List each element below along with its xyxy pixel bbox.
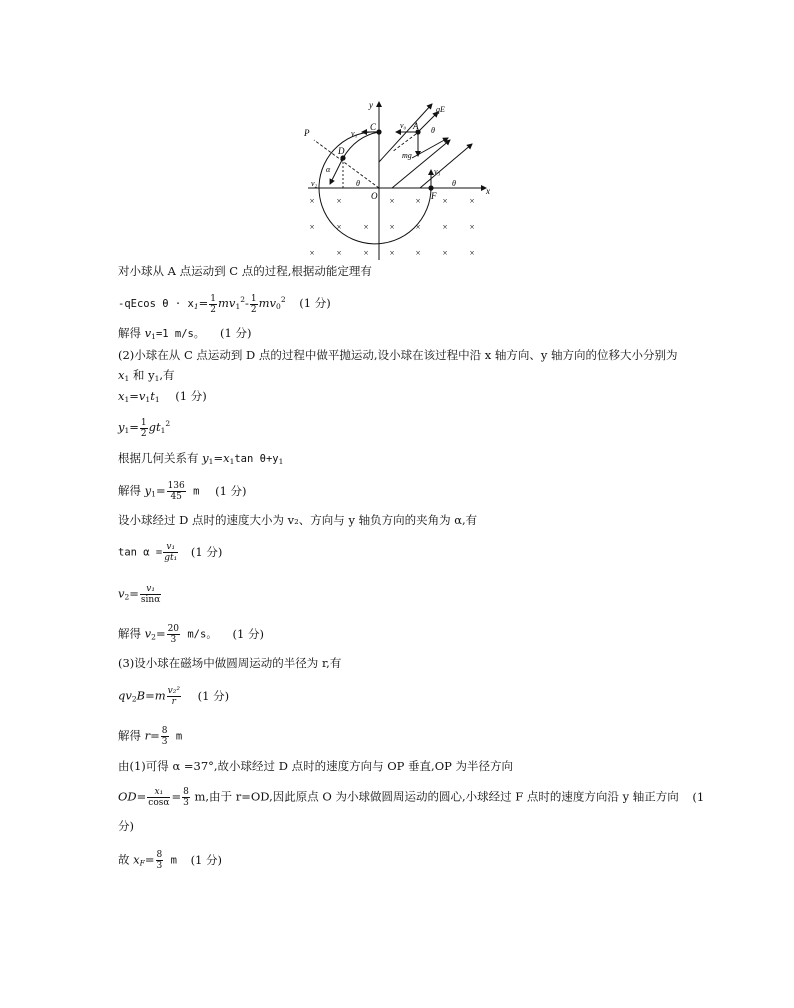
svg-text:×: × [363,248,369,258]
svg-text:×: × [336,222,342,232]
line-20: 故 $x_F=$ $\frac{8}{3}$ m (1 分) [118,850,223,871]
svg-text:×: × [309,222,315,232]
field-line-3 [392,140,450,188]
label-D: D [338,146,345,156]
svg-text:×: × [415,196,421,206]
qE-label: qE [436,105,445,114]
line-18: OD= $\frac{\text{x₁}}{\cos\alpha}$ = $\frac{8}{3}$ m,由于 r=OD,因此原点 O 为小球做圆周运动的圆心,小球经过 F 点时的速度方向沿 y 轴正方向 (1 [118,787,705,808]
svg-text:×: × [469,196,475,206]
svg-text:×: × [389,248,395,258]
line-5: $x_1$ 和 $y_1$,有 [118,368,175,383]
svg-text:×: × [442,222,448,232]
label-C: C [370,122,377,132]
theta-A: θ [431,126,435,135]
svg-text:×: × [389,196,395,206]
line-12: $v_2=$ $\frac{\text{v₁}}{\sin\alpha}$ [118,584,161,605]
magnetic-field-crosses [309,196,474,258]
v2-label: v₂ [311,179,318,188]
line-17: 由(1)可得 α =37°,故小球经过 D 点时的速度方向与 OP 垂直,OP 为半径方向 [118,759,514,773]
v2-arrow [330,158,343,184]
line-10: 设小球经过 D 点时的速度大小为 v₂、方向与 y 轴负方向的夹角为 α,有 [118,513,478,527]
origin-label: O [371,191,378,201]
label-F: F [431,191,437,201]
y-axis-label: y [369,100,373,110]
line-7: $y_1=$ $\frac{1}{2}$ $gt_1^2$ [118,417,171,439]
alpha-label: α [326,165,331,174]
svg-text:×: × [442,196,448,206]
x-axis-label: x [486,186,490,196]
svg-text:×: × [469,248,475,258]
svg-text:×: × [363,222,369,232]
line-13: 解得 $v_2=$ $\frac{20}{3}$ m/s。 (1 分) [118,624,264,645]
field-line-2 [412,138,448,158]
line-11: tan α = $\frac{\text{v₁}}{\text{gt₁}}$ (1 分) [118,542,223,563]
line-15: $qv_2B=m$ $\frac{\text{v₂²}}{r}$ (1 分) [118,686,230,707]
line-8: 根据几何关系有 $y_1=x_1\tan$ $\theta+y_1$ [118,451,284,466]
line-19: 分) [118,819,134,833]
line-1: 对小球从 A 点运动到 C 点的过程,根据动能定理有 [118,264,372,278]
theta-F: θ [452,179,456,188]
field-line-4 [420,144,472,188]
v3-label: v₃ [434,167,441,176]
svg-text:×: × [415,248,421,258]
qE-arrow [418,112,438,132]
line-14: (3)设小球在磁场中做圆周运动的半径为 r,有 [118,656,342,670]
svg-text:×: × [309,196,315,206]
line-3: 解得 $v_1=1$ m/s。 (1 分) [118,326,252,341]
line-4: (2)小球在从 C 点运动到 D 点的过程中做平抛运动,设小球在该过程中沿 x 轴方向、y 轴方向的位移大小分别为 [118,348,678,362]
label-P: P [304,128,310,138]
line-2-equation: -qEcos $\theta \cdot x_1=$ $\frac{1}{2}$ $mv_1^2-$ $\frac{1}{2}$ $mv_0^2$ (1 分) [118,293,331,315]
svg-text:×: × [469,222,475,232]
svg-text:×: × [389,222,395,232]
svg-text:×: × [336,248,342,258]
label-A: A [413,121,419,131]
parabola-path [343,132,379,158]
svg-text:×: × [442,248,448,258]
svg-text:×: × [336,196,342,206]
physics-diagram [300,100,495,262]
v1-label: v₁ [351,129,358,138]
line-9: 解得 $y_1=$ $\frac{136}{45}$ m (1 分) [118,481,247,502]
line-16: 解得 r= $\frac{8}{3}$ m [118,726,183,747]
mg-label: mg [402,151,412,160]
v0-label: v₀ [400,121,407,130]
svg-text:×: × [415,222,421,232]
line-6: $x_1=v_1t_1$ (1 分) [118,389,207,404]
svg-text:×: × [309,248,315,258]
dashed-from-A [392,134,416,152]
theta-O: θ [356,179,360,188]
